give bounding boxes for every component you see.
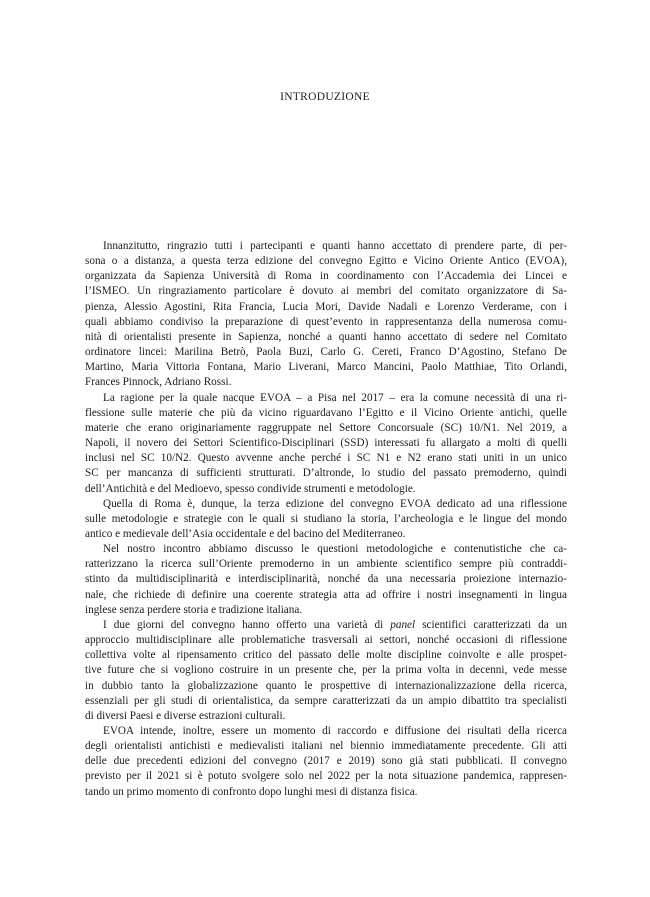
text-line: quali abbiamo condiviso la preparazione di quest’evento in rappresentanza della numerosa comu-: [85, 315, 567, 328]
text-line: Innanzitutto, ringrazio tutti i partecipanti e quanti hanno accettato di prendere parte, di per-: [103, 240, 567, 252]
text-line: Nel nostro incontro abbiamo discusso le questioni metodologiche e contenutistiche che ca-: [103, 543, 567, 556]
text-line: inglese senza perdere storia e tradizione italiana.: [85, 603, 303, 616]
text-line: di diversi Paesi e diverse estrazioni culturali.: [85, 709, 286, 722]
text-line: tive future che si vogliono costruire in un presente che, per la prima volta in decenni, vede messe: [85, 664, 567, 677]
text-line: SC per mancanza di sufficienti strutturati. D’altronde, lo studio del passato premoderno, quindi: [85, 467, 567, 480]
text-line: Frances Pinnock, Adriano Rossi.: [85, 376, 232, 389]
text-line: essenziali per gli studi di orientalistica, da sempre caratterizzati da un ampio dibattito tra specialisti: [85, 694, 567, 707]
text-line: ratterizzano la ricerca sull’Oriente premoderno in un ambiente scientifico sempre più contraddi-: [85, 558, 567, 571]
text-line: degli orientalisti antichisti e medievalisti italiani nel biennio immediatamente precedente. Gli atti: [85, 740, 567, 753]
body-text: [85, 239, 567, 800]
text-line: Quella di Roma è, dunque, la terza edizione del convegno EVOA dedicato ad una riflessione: [103, 497, 567, 510]
page-title: INTRODUZIONE: [280, 91, 370, 103]
text-line: l’ISMEO. Un ringraziamento particolare è dovuto ai membri del comitato organizzatore di Sa-: [85, 285, 567, 298]
text-line: sulle metodologie e strategie con le quali si studiano la storia, l’archeologia e le lingue del mondo: [85, 512, 567, 525]
text-line: flessione sulle materie che più da vicino riguardavano l’Egitto e il Vicino Oriente antichi, quelle: [85, 406, 567, 419]
text-line: Martino, Maria Vittoria Fontana, Mario Liverani, Marco Mancini, Paolo Matthiae, Tito Orlandi,: [85, 361, 567, 374]
text-line: I due giorni del convegno hanno offerto una varietà di panel scientifici caratterizzati da un: [103, 618, 567, 631]
text-line: delle due precedenti edizioni del convegno (2017 e 2019) sono già stati pubblicati. Il convegno: [85, 755, 567, 768]
text-line: previsto per il 2021 si è potuto svolgere solo nel 2022 per la nota situazione pandemica, rappresen-: [85, 770, 567, 783]
text-line: ordinatore lincei: Marilina Betrò, Paola Buzi, Carlo G. Cereti, Franco D’Agostino, Stefano De: [85, 346, 567, 359]
text-line: inclusi nel SC 10/N2. Questo avvenne anche perché i SC N1 e N2 erano stati uniti in un unico: [85, 452, 567, 465]
text-line: Napoli, il novero dei Settori Scientifico-Disciplinari (SSD) interessati fu allargato a molti di quelli: [85, 437, 567, 450]
text-line: sona o a distanza, a questa terza edizione del convegno Egitto e Vicino Oriente Antico (EVOA),: [85, 255, 567, 268]
paragraph: [85, 618, 567, 724]
paragraph: [85, 391, 567, 497]
text-line: dell’Antichità e del Medioevo, spesso condivide strumenti e metodologie.: [85, 482, 416, 495]
text-line: stinto da multidisciplinarità e interdisciplinarità, nonché da una necessaria proiezione internazio-: [85, 573, 567, 586]
text-line: materie che erano originariamente raggruppate nel Settore Concorsuale (SC) 10/N1. Nel 2019, a: [85, 421, 567, 434]
text-line: collettiva volte al ripensamento critico del passato delle molte discipline coinvolte e alle prospet-: [85, 649, 567, 662]
text-line: La ragione per la quale nacque EVOA – a Pisa nel 2017 – era la comune necessità di una ri-: [103, 391, 567, 404]
paragraph: [85, 542, 567, 618]
text-line: EVOA intende, inoltre, essere un momento di raccordo e diffusione dei risultati della ricerca: [103, 725, 567, 737]
text-line: nale, che richiede di definire una coerente strategia atta ad offrire i nostri insegnamenti in lingua: [85, 588, 567, 601]
text-line: nità di orientalisti presente in Sapienza, nonché a quanti hanno accettato di sedere nel Comitato: [85, 330, 567, 343]
text-line: pienza, Alessio Agostini, Rita Francia, Lucia Mori, Davide Nadali e Lorenzo Verderame, con i: [85, 300, 567, 313]
text-line: tando un primo momento di confronto dopo lunghi mesi di distanza fisica.: [85, 785, 418, 798]
text-line: antico e medievale dell’Asia occidentale e del bacino del Mediterraneo.: [85, 527, 406, 540]
text-line: organizzata da Sapienza Università di Roma in coordinamento con l’Accademia dei Lincei e: [85, 270, 567, 283]
paragraph: [85, 497, 567, 542]
paragraph: [85, 724, 567, 800]
paragraph: [85, 239, 567, 391]
text-line: approccio multidisciplinare alle problematiche trasversali ai settori, nonché occasioni di riflessione: [85, 634, 567, 647]
text-line: in dubbio tanto la globalizzazione quanto le prospettive di internazionalizzazione della ricerca,: [85, 679, 567, 692]
